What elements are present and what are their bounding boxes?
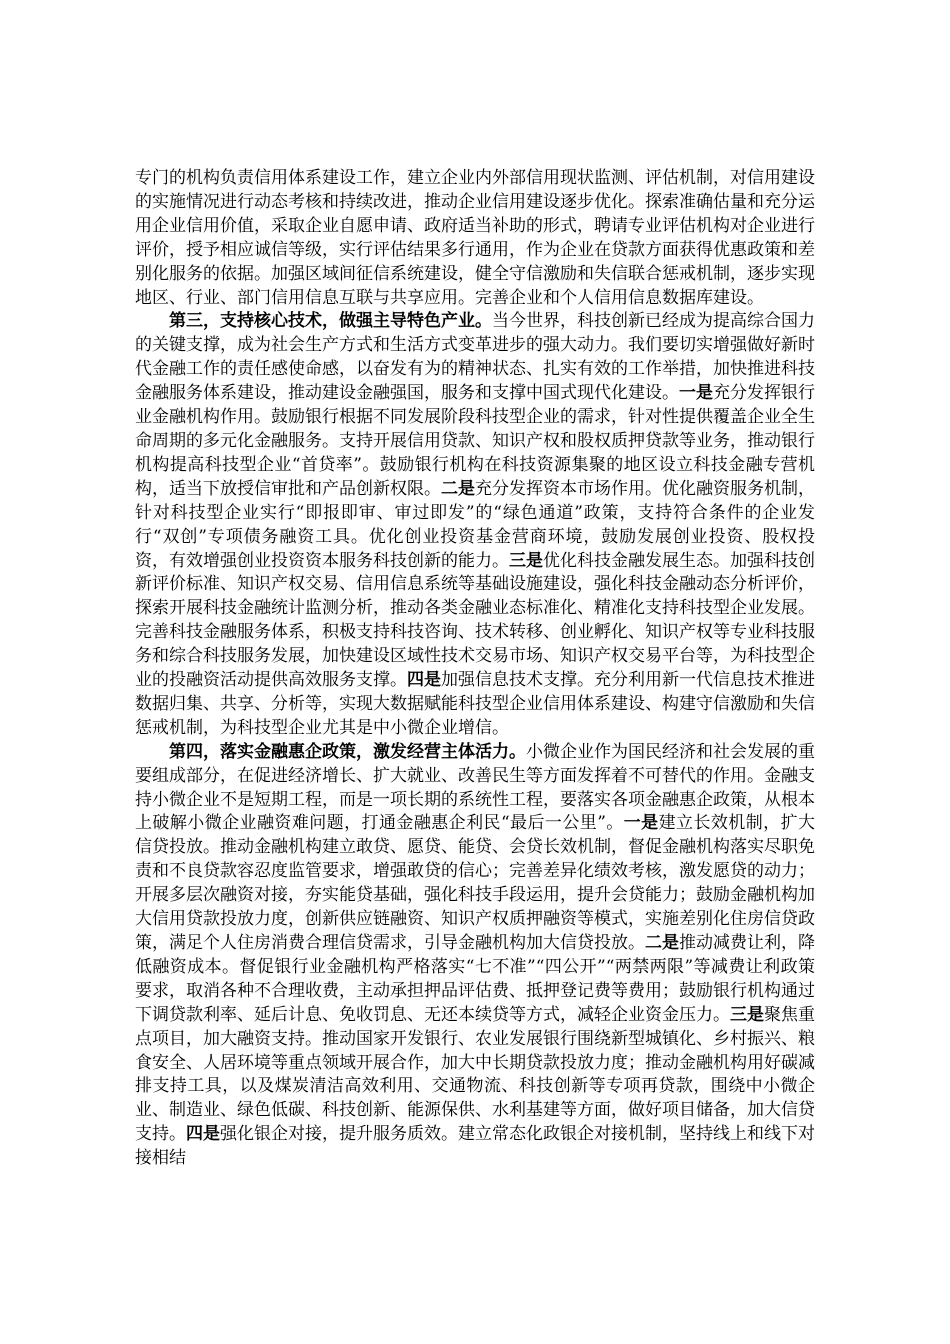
- text-segment: 强化银企对接，提升服务质效。建立常态化政银企对接机制，坚持线上和线下对接相结: [135, 1124, 815, 1169]
- text-segment: 当今世界，科技创新已经成为提高综合国力的关键支撑，成为社会生产方式和生活方式变革进步的强大动力。我们要切实增强做好新时代金融工作的责任感使命感，以奋发有为的精神状态、扎实有效的工作举措，加快推进科技金融服务体系建设，推动建设金融强国，服务和支撑中国式现代化建设。: [135, 311, 815, 404]
- text-segment: 小微企业作为国民经济和社会发展的重要组成部分，在促进经济增长、扩大就业、改善民生等方面发挥着不可替代的作用。金融支持小微企业不是短期工程，而是一项长期的系统性工程，要落实各项金融惠企政策，从根本上破解小微企业融资难问题，打通金融惠企利民“最后一公里”。: [135, 741, 815, 834]
- point-label-one: 一是: [679, 383, 713, 404]
- text-segment: 充分发挥银行业金融机构作用。鼓励银行根据不同发展阶段科技型企业的需求，针对性提供覆盖企业全生命周期的多元化金融服务。支持开展信用贷款、知识产权和股权质押贷款等业务，推动银行机构提高科技型企业“首贷率”。鼓励银行机构在科技资源集聚的地区设立科技金融专营机构，适当下放授信审批和产品创新权限。: [135, 383, 815, 499]
- text-segment: 专门的机构负责信用体系建设工作，建立企业内外部信用现状监测、评估机制，对信用建设的实施情况进行动态考核和持续改进，推动企业信用建设逐步优化。探索准确估量和充分运用企业信用价值，采取企业自愿申请、政府适当补助的形式，聘请专业评估机构对企业进行评价，授予相应诚信等级，实行评估结果多行通用，作为企业在贷款方面获得优惠政策和差别化服务的依据。加强区域间征信系统建设，健全守信激励和失信联合惩戒机制，逐步实现地区、行业、部门信用信息互联与共享应用。完善企业和个人信用信息数据库建设。: [135, 168, 815, 308]
- point-label-one: 一是: [623, 813, 659, 834]
- text-segment: 充分发挥资本市场作用。优化融资服务机制，针对科技型企业实行“即报即审、审过即发”的“绿色通道”政策，支持符合条件的企业发行“双创”专项债务融资工具。优化创业投资基金营商环境，鼓励发展创业投资、股权投资，有效增强创业投资资本服务科技创新的能力。: [135, 478, 815, 571]
- text-segment: 推动减费让利，降低融资成本。督促银行业金融机构严格落实“七不准”“四公开”“两禁两限”等减费让利政策要求，取消各种不合理收费，主动承担押品评估费、抵押登记费等费用；鼓励银行机构通过下调贷款利率、延后计息、免收罚息、无还本续贷等方式，减轻企业资金压力。: [135, 933, 815, 1025]
- paragraph-credit-system: [135, 167, 815, 310]
- section-heading-fourth: 第四，落实金融惠企政策，激发经营主体活力。: [169, 741, 526, 762]
- point-label-two: 二是: [441, 478, 475, 499]
- point-label-four: 四是: [407, 670, 441, 691]
- text-segment: 优化科技金融发展生态。加强科技创新评价标准、知识产权交易、信用信息系统等基础设施建设，强化科技金融动态分析评价，探索开展科技金融统计监测分析，推动各类金融业态标准化、精准化支持科技型企业发展。完善科技金融服务体系，积极支持科技咨询、技术转移、创业孵化、知识产权等专业科技服务和综合科技服务发展，加快建设区域性技术交易市场、知识产权交易平台等，为科技型企业的投融资活动提供高效服务支撑。: [135, 550, 815, 691]
- point-label-two: 二是: [645, 933, 679, 953]
- section-heading-third: 第三，支持核心技术，做强主导特色产业。: [169, 311, 492, 332]
- text-segment: 加强信息技术支撑。充分利用新一代信息技术推进数据归集、共享、分析等，实现大数据赋能科技型企业信用体系建设、构建守信激励和失信惩戒机制，为科技型企业尤其是中小微企业增信。: [135, 670, 815, 738]
- text-segment: 聚焦重点项目，加大融资支持。推动国家开发银行、农业发展银行围绕新型城镇化、乡村振兴、粮食安全、人居环境等重点领域开展合作，加大中长期贷款投放力度；推动金融机构用好碳减排支持工具，以及煤炭清洁高效利用、交通物流、科技创新等专项再贷款，围绕中小微企业、制造业、绿色低碳、科技创新、能源保供、水利基建等方面，做好项目储备，加大信贷支持。: [135, 1004, 815, 1145]
- point-label-three: 三是: [730, 1004, 764, 1025]
- paragraph-core-technology: [135, 310, 815, 740]
- text-segment: 建立长效机制，扩大信贷投放。推动金融机构建立敢贷、愿贷、能贷、会贷长效机制，督促金融机构落实尽职免责和不良贷款容忍度监管要求，增强敢贷的信心；完善差异化绩效考核，激发愿贷的动力；开展多层次融资对接，夯实能贷基础，强化科技手段运用，提升会贷能力；鼓励金融机构加大信用贷款投放力度，创新供应链融资、知识产权质押融资等模式，实施差别化住房信贷政策，满足个人住房消费合理信贷需求，引导金融机构加大信贷投放。: [135, 813, 816, 953]
- point-label-four: 四是: [186, 1124, 220, 1145]
- point-label-three: 三是: [509, 550, 543, 571]
- paragraph-financial-policy: [135, 741, 815, 1171]
- document-body: [135, 167, 815, 1171]
